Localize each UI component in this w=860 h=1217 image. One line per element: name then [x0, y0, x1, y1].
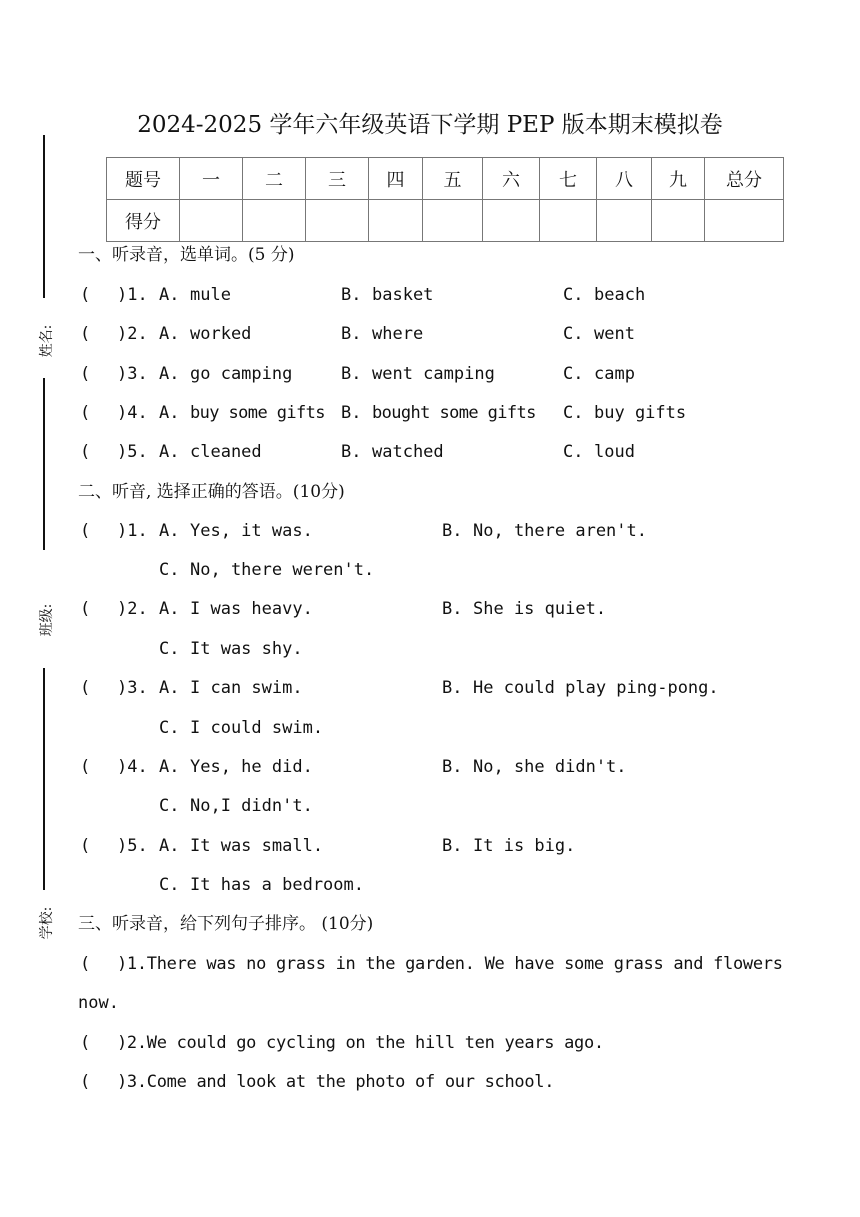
option-c-text: camp — [594, 364, 635, 384]
option-b-letter: B. — [341, 403, 362, 423]
table-header-cell: 总分 — [705, 158, 784, 200]
answer-paren[interactable]: ( — [80, 1072, 91, 1092]
class-label: 班级: — [39, 603, 55, 637]
score-cell — [306, 200, 369, 242]
option-c-text: No, there weren't. — [190, 560, 375, 580]
option-c-text: loud — [594, 442, 635, 462]
option-c-text: No,I didn't. — [190, 796, 313, 816]
score-cell — [180, 200, 243, 242]
option-b-text: She is quiet. — [473, 599, 607, 619]
table-header-cell: 六 — [483, 158, 540, 200]
score-table — [106, 157, 784, 242]
score-table-score-row — [107, 200, 784, 242]
section3-heading: 三、听录音，给下列句子排序。 (10分) — [78, 914, 374, 934]
question-number: )5. — [117, 836, 148, 856]
option-a-letter: A. — [159, 521, 180, 541]
score-table-header-row — [107, 158, 784, 200]
answer-paren[interactable]: ( — [80, 678, 91, 698]
option-a-text: It was small. — [190, 836, 324, 856]
option-c-letter: C. — [159, 875, 180, 895]
option-c-letter: C. — [563, 364, 584, 384]
score-row-label: 得分 — [107, 200, 180, 242]
table-header-cell: 题号 — [107, 158, 180, 200]
option-a-letter: A. — [159, 324, 180, 344]
binding-line-bottom — [43, 668, 45, 890]
option-a-text: mule — [190, 285, 231, 305]
option-c-letter: C. — [563, 285, 584, 305]
option-b-letter: B. — [341, 324, 362, 344]
table-header-cell: 四 — [369, 158, 423, 200]
question-number: )1. — [117, 285, 148, 305]
option-c-text: It was shy. — [190, 639, 303, 659]
option-c-text: I could swim. — [190, 718, 324, 738]
table-header-cell: 七 — [540, 158, 597, 200]
option-b-letter: B. — [442, 678, 463, 698]
sentence-text: )1.There was no grass in the garden. We have some grass and flowers — [117, 954, 783, 974]
section2-heading: 二、听音, 选择正确的答语。(10分) — [78, 482, 345, 502]
option-a-letter: A. — [159, 364, 180, 384]
score-cell — [423, 200, 483, 242]
option-b-text: watched — [372, 442, 444, 462]
option-c-letter: C. — [159, 796, 180, 816]
option-b-text: No, there aren't. — [473, 521, 647, 541]
question-number: )4. — [117, 403, 148, 423]
answer-paren[interactable]: ( — [80, 599, 91, 619]
score-cell — [652, 200, 705, 242]
option-b-text: basket — [372, 285, 434, 305]
option-a-letter: A. — [159, 836, 180, 856]
answer-paren[interactable]: ( — [80, 1033, 91, 1053]
answer-paren[interactable]: ( — [80, 364, 91, 384]
option-c-text: beach — [594, 285, 646, 305]
question-number: )2. — [117, 324, 148, 344]
option-c-letter: C. — [159, 560, 180, 580]
question-number: )4. — [117, 757, 148, 777]
sentence-text: )3.Come and look at the photo of our school. — [117, 1072, 555, 1092]
answer-paren[interactable]: ( — [80, 954, 91, 974]
option-a-text: cleaned — [190, 442, 262, 462]
option-b-letter: B. — [442, 757, 463, 777]
table-header-cell: 九 — [652, 158, 705, 200]
option-a-text: Yes, he did. — [190, 757, 313, 777]
option-b-text: It is big. — [473, 836, 576, 856]
sentence-text-continued: now. — [78, 993, 119, 1013]
option-c-letter: C. — [563, 442, 584, 462]
sentence-text: )2.We could go cycling on the hill ten years ago. — [117, 1033, 604, 1053]
option-a-text: buy some gifts — [190, 403, 325, 423]
answer-paren[interactable]: ( — [80, 757, 91, 777]
option-a-text: worked — [190, 324, 252, 344]
binding-line-middle — [43, 378, 45, 550]
page-title: 2024-2025 学年六年级英语下学期 PEP 版本期末模拟卷 — [137, 112, 723, 138]
option-b-letter: B. — [442, 599, 463, 619]
score-cell — [243, 200, 306, 242]
option-c-text: went — [594, 324, 635, 344]
option-c-letter: C. — [563, 324, 584, 344]
option-c-letter: C. — [159, 718, 180, 738]
score-cell — [540, 200, 597, 242]
school-label: 学校: — [39, 906, 55, 940]
option-a-letter: A. — [159, 403, 180, 423]
option-b-letter: B. — [341, 442, 362, 462]
option-b-letter: B. — [341, 364, 362, 384]
binding-line-top — [43, 135, 45, 298]
option-b-text: No, she didn't. — [473, 757, 627, 777]
table-header-cell: 一 — [180, 158, 243, 200]
option-b-text: where — [372, 324, 424, 344]
option-b-text: went camping — [372, 364, 495, 384]
option-c-text: It has a bedroom. — [190, 875, 364, 895]
option-c-text: buy gifts — [594, 403, 687, 423]
option-a-letter: A. — [159, 678, 180, 698]
option-a-text: I can swim. — [190, 678, 303, 698]
option-b-letter: B. — [442, 836, 463, 856]
answer-paren[interactable]: ( — [80, 442, 91, 462]
question-number: )3. — [117, 364, 148, 384]
table-header-cell: 二 — [243, 158, 306, 200]
question-number: )2. — [117, 599, 148, 619]
option-a-letter: A. — [159, 442, 180, 462]
option-a-text: Yes, it was. — [190, 521, 313, 541]
option-b-letter: B. — [442, 521, 463, 541]
table-header-cell: 八 — [597, 158, 652, 200]
table-header-cell: 五 — [423, 158, 483, 200]
answer-paren[interactable]: ( — [80, 324, 91, 344]
option-b-text: bought some gifts — [372, 403, 536, 423]
score-cell — [483, 200, 540, 242]
answer-paren[interactable]: ( — [80, 403, 91, 423]
option-a-letter: A. — [159, 757, 180, 777]
answer-paren[interactable]: ( — [80, 521, 91, 541]
option-c-letter: C. — [159, 639, 180, 659]
answer-paren[interactable]: ( — [80, 836, 91, 856]
score-cell — [597, 200, 652, 242]
answer-paren[interactable]: ( — [80, 285, 91, 305]
option-a-text: go camping — [190, 364, 293, 384]
table-header-cell: 三 — [306, 158, 369, 200]
option-c-letter: C. — [563, 403, 584, 423]
question-number: )1. — [117, 521, 148, 541]
question-number: )3. — [117, 678, 148, 698]
option-a-letter: A. — [159, 599, 180, 619]
option-b-text: He could play ping-pong. — [473, 678, 719, 698]
option-a-letter: A. — [159, 285, 180, 305]
question-number: )5. — [117, 442, 148, 462]
option-b-letter: B. — [341, 285, 362, 305]
name-label: 姓名: — [39, 324, 55, 358]
score-cell — [705, 200, 784, 242]
section1-heading: 一、听录音，选单词。(5 分) — [78, 245, 295, 265]
option-a-text: I was heavy. — [190, 599, 313, 619]
score-cell — [369, 200, 423, 242]
